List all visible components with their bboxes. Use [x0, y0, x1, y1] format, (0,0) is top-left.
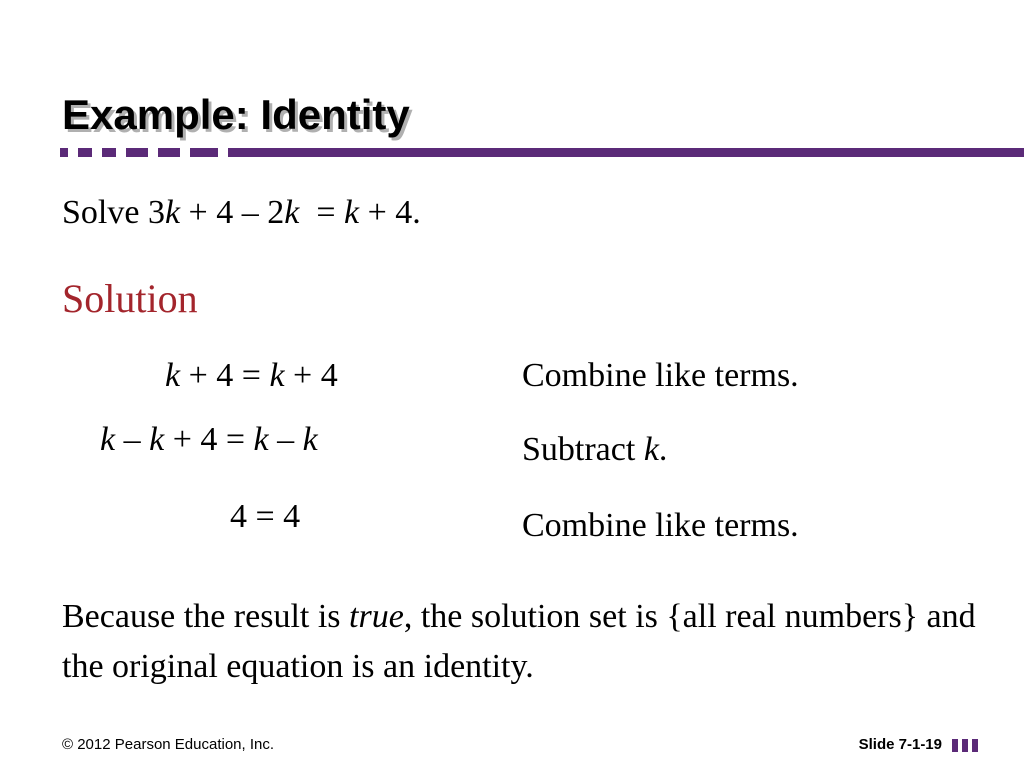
footer-bars-icon: [952, 739, 978, 752]
note-text: Subtract: [522, 431, 644, 468]
title-underline-dashes: [60, 148, 256, 157]
problem-variable: k: [284, 194, 300, 231]
dash-segment: [60, 148, 68, 157]
title-underline: [255, 148, 1024, 157]
dash-segment: [190, 148, 218, 157]
step-equation-3: 4 = 4: [230, 498, 301, 535]
dash-segment: [126, 148, 148, 157]
footer-bar: [962, 739, 968, 752]
equation-variable: k: [269, 357, 285, 394]
step-equation-1: [165, 356, 338, 396]
problem-variable: k: [164, 194, 181, 231]
problem-variable: k: [344, 194, 360, 231]
step-note-1: Combine like terms.: [522, 357, 799, 394]
equation-variable: k: [302, 421, 318, 458]
problem-text: + 4.: [359, 194, 421, 231]
footer-bar: [972, 739, 978, 752]
step-note-3: Combine like terms.: [522, 507, 799, 544]
problem-text: Solve 3: [62, 194, 165, 231]
equation-variable: k: [165, 357, 181, 394]
problem-statement: [62, 193, 421, 233]
dash-segment: [102, 148, 116, 157]
note-variable: k: [643, 431, 659, 468]
conclusion-text: , the solution set is {all real numbers} and the original equation is an identity.: [62, 598, 976, 685]
slide-title: Example: Identity: [62, 91, 410, 138]
equation-variable: k: [100, 421, 116, 458]
equation-text: –: [115, 421, 150, 458]
equation-text: + 4 =: [164, 421, 254, 458]
solution-heading: Solution: [62, 276, 198, 321]
footer-slide-number: Slide 7-1-19: [858, 736, 942, 753]
equation-text: + 4 =: [180, 357, 270, 394]
problem-text: + 4 – 2: [180, 194, 285, 231]
equation-variable: k: [149, 421, 165, 458]
conclusion-paragraph: [62, 592, 982, 692]
footer-bar: [952, 739, 958, 752]
problem-text: =: [299, 194, 345, 231]
equation-variable: k: [253, 421, 269, 458]
step-equation-2: [100, 420, 318, 460]
dash-segment: [78, 148, 92, 157]
dash-segment: [158, 148, 180, 157]
step-note-2: [522, 430, 667, 470]
note-text: .: [658, 431, 668, 468]
equation-text: –: [268, 421, 303, 458]
conclusion-emphasis: true: [349, 598, 404, 635]
conclusion-text: Because the result is: [62, 598, 350, 635]
equation-text: + 4: [284, 357, 338, 394]
dash-segment: [228, 148, 256, 157]
footer-copyright: © 2012 Pearson Education, Inc.: [62, 736, 275, 753]
